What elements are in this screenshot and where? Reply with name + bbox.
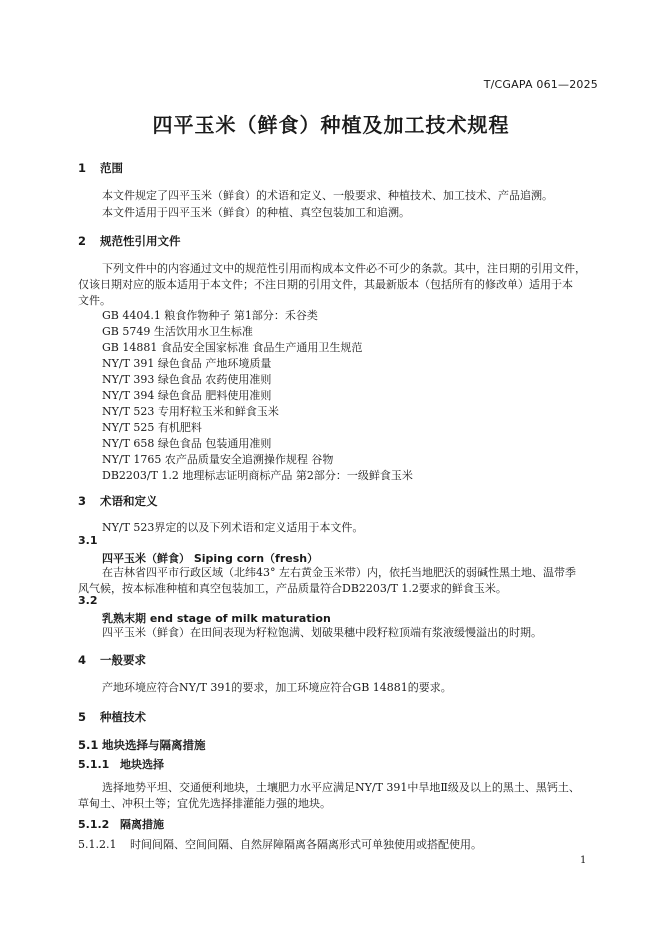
subsection-heading — [78, 816, 164, 832]
subsection-number: 5.1.1 — [78, 758, 110, 771]
reference-item: NY/T 658 绿色食品 包装通用准则 — [102, 437, 272, 450]
section-title: 规范性引用文件 — [100, 234, 181, 248]
section-2-heading — [78, 233, 181, 249]
paragraph-line: 仅该日期对应的版本适用于本文件；不注日期的引用文件，其最新版本（包括所有的修改单）适用于本 — [78, 278, 573, 291]
subsection-number: 5.1.2 — [78, 818, 110, 831]
subsection-title: 隔离措施 — [120, 818, 164, 831]
definition-line: 在吉林省四平市行政区域（北纬43° 左右黄金玉米带）内，依托当地肥沃的弱碱性黑土地、温带季 — [102, 566, 576, 579]
document-title: 四平玉米（鲜食）种植及加工技术规程 — [152, 113, 510, 137]
reference-item: NY/T 394 绿色食品 肥料使用准则 — [102, 389, 272, 402]
section-number: 3 — [78, 494, 87, 508]
paragraph-line: 草甸土、冲积土等；宜优先选择排灌能力强的地块。 — [78, 797, 331, 810]
subsection-title: 地块选择 — [120, 758, 164, 771]
reference-item: GB 14881 食品安全国家标准 食品生产通用卫生规范 — [102, 341, 363, 354]
paragraph-line: 选择地势平坦、交通便利地块，土壤肥力水平应满足NY/T 391中旱地Ⅱ级及以上的黑土、黑钙土、 — [102, 781, 580, 794]
section-title: 种植技术 — [100, 710, 146, 724]
term-title: 四平玉米（鲜食） Siping corn（fresh） — [102, 552, 319, 565]
term-number: 3.2 — [78, 594, 98, 607]
paragraph: 产地环境应符合NY/T 391的要求，加工环境应符合GB 14881的要求。 — [102, 681, 452, 694]
clause-line — [78, 836, 482, 853]
subsection-title: 地块选择与隔离措施 — [102, 738, 206, 752]
section-1-heading — [78, 160, 123, 176]
paragraph: 本文件适用于四平玉米（鲜食）的种植、真空包装加工和追溯。 — [102, 206, 410, 219]
subsection-number: 5.1 — [78, 738, 99, 752]
reference-item: NY/T 525 有机肥料 — [102, 421, 202, 434]
term-title: 乳熟末期 end stage of milk maturation — [102, 612, 331, 625]
term-number: 3.1 — [78, 534, 98, 547]
clause-text: 时间间隔、空间间隔、自然屏障隔离各隔离形式可单独使用或搭配使用。 — [130, 838, 482, 851]
standard-number: T/CGAPA 061—2025 — [483, 78, 598, 91]
section-number: 5 — [78, 710, 87, 724]
definition-line: 风气候，按本标准种植和真空包装加工，产品质量符合DB2203/T 1.2要求的鲜食玉米。 — [78, 582, 507, 595]
paragraph: 本文件规定了四平玉米（鲜食）的术语和定义、一般要求、种植技术、加工技术、产品追溯。 — [102, 189, 553, 202]
page-number: 1 — [580, 855, 587, 866]
reference-item: GB 5749 生活饮用水卫生标准 — [102, 325, 253, 338]
subsection-heading — [78, 737, 206, 753]
section-title: 范围 — [100, 161, 123, 175]
paragraph-line: 文件。 — [78, 294, 111, 307]
reference-item: NY/T 391 绿色食品 产地环境质量 — [102, 357, 272, 370]
subsection-heading — [78, 756, 164, 772]
section-3-heading — [78, 493, 158, 509]
section-number: 1 — [78, 161, 87, 175]
clause-number: 5.1.2.1 — [78, 838, 117, 851]
section-number: 4 — [78, 653, 87, 667]
reference-item: NY/T 1765 农产品质量安全追溯操作规程 谷物 — [102, 453, 334, 466]
section-4-heading — [78, 652, 146, 668]
section-title: 术语和定义 — [100, 494, 158, 508]
section-5-heading — [78, 709, 146, 725]
paragraph-line: 下列文件中的内容通过文中的规范性引用而构成本文件必不可少的条款。其中，注日期的引用文件， — [102, 262, 586, 275]
section-number: 2 — [78, 234, 87, 248]
definition-line: 四平玉米（鲜食）在田间表现为籽粒饱满、划破果穗中段籽粒顶端有浆液缓慢溢出的时期。 — [102, 626, 542, 639]
paragraph: NY/T 523界定的以及下列术语和定义适用于本文件。 — [102, 521, 364, 534]
reference-item: NY/T 523 专用籽粒玉米和鲜食玉米 — [102, 405, 279, 418]
reference-item: NY/T 393 绿色食品 农药使用准则 — [102, 373, 272, 386]
section-title: 一般要求 — [100, 653, 146, 667]
reference-item: DB2203/T 1.2 地理标志证明商标产品 第2部分：一级鲜食玉米 — [102, 469, 413, 482]
reference-item: GB 4404.1 粮食作物种子 第1部分：禾谷类 — [102, 309, 318, 322]
